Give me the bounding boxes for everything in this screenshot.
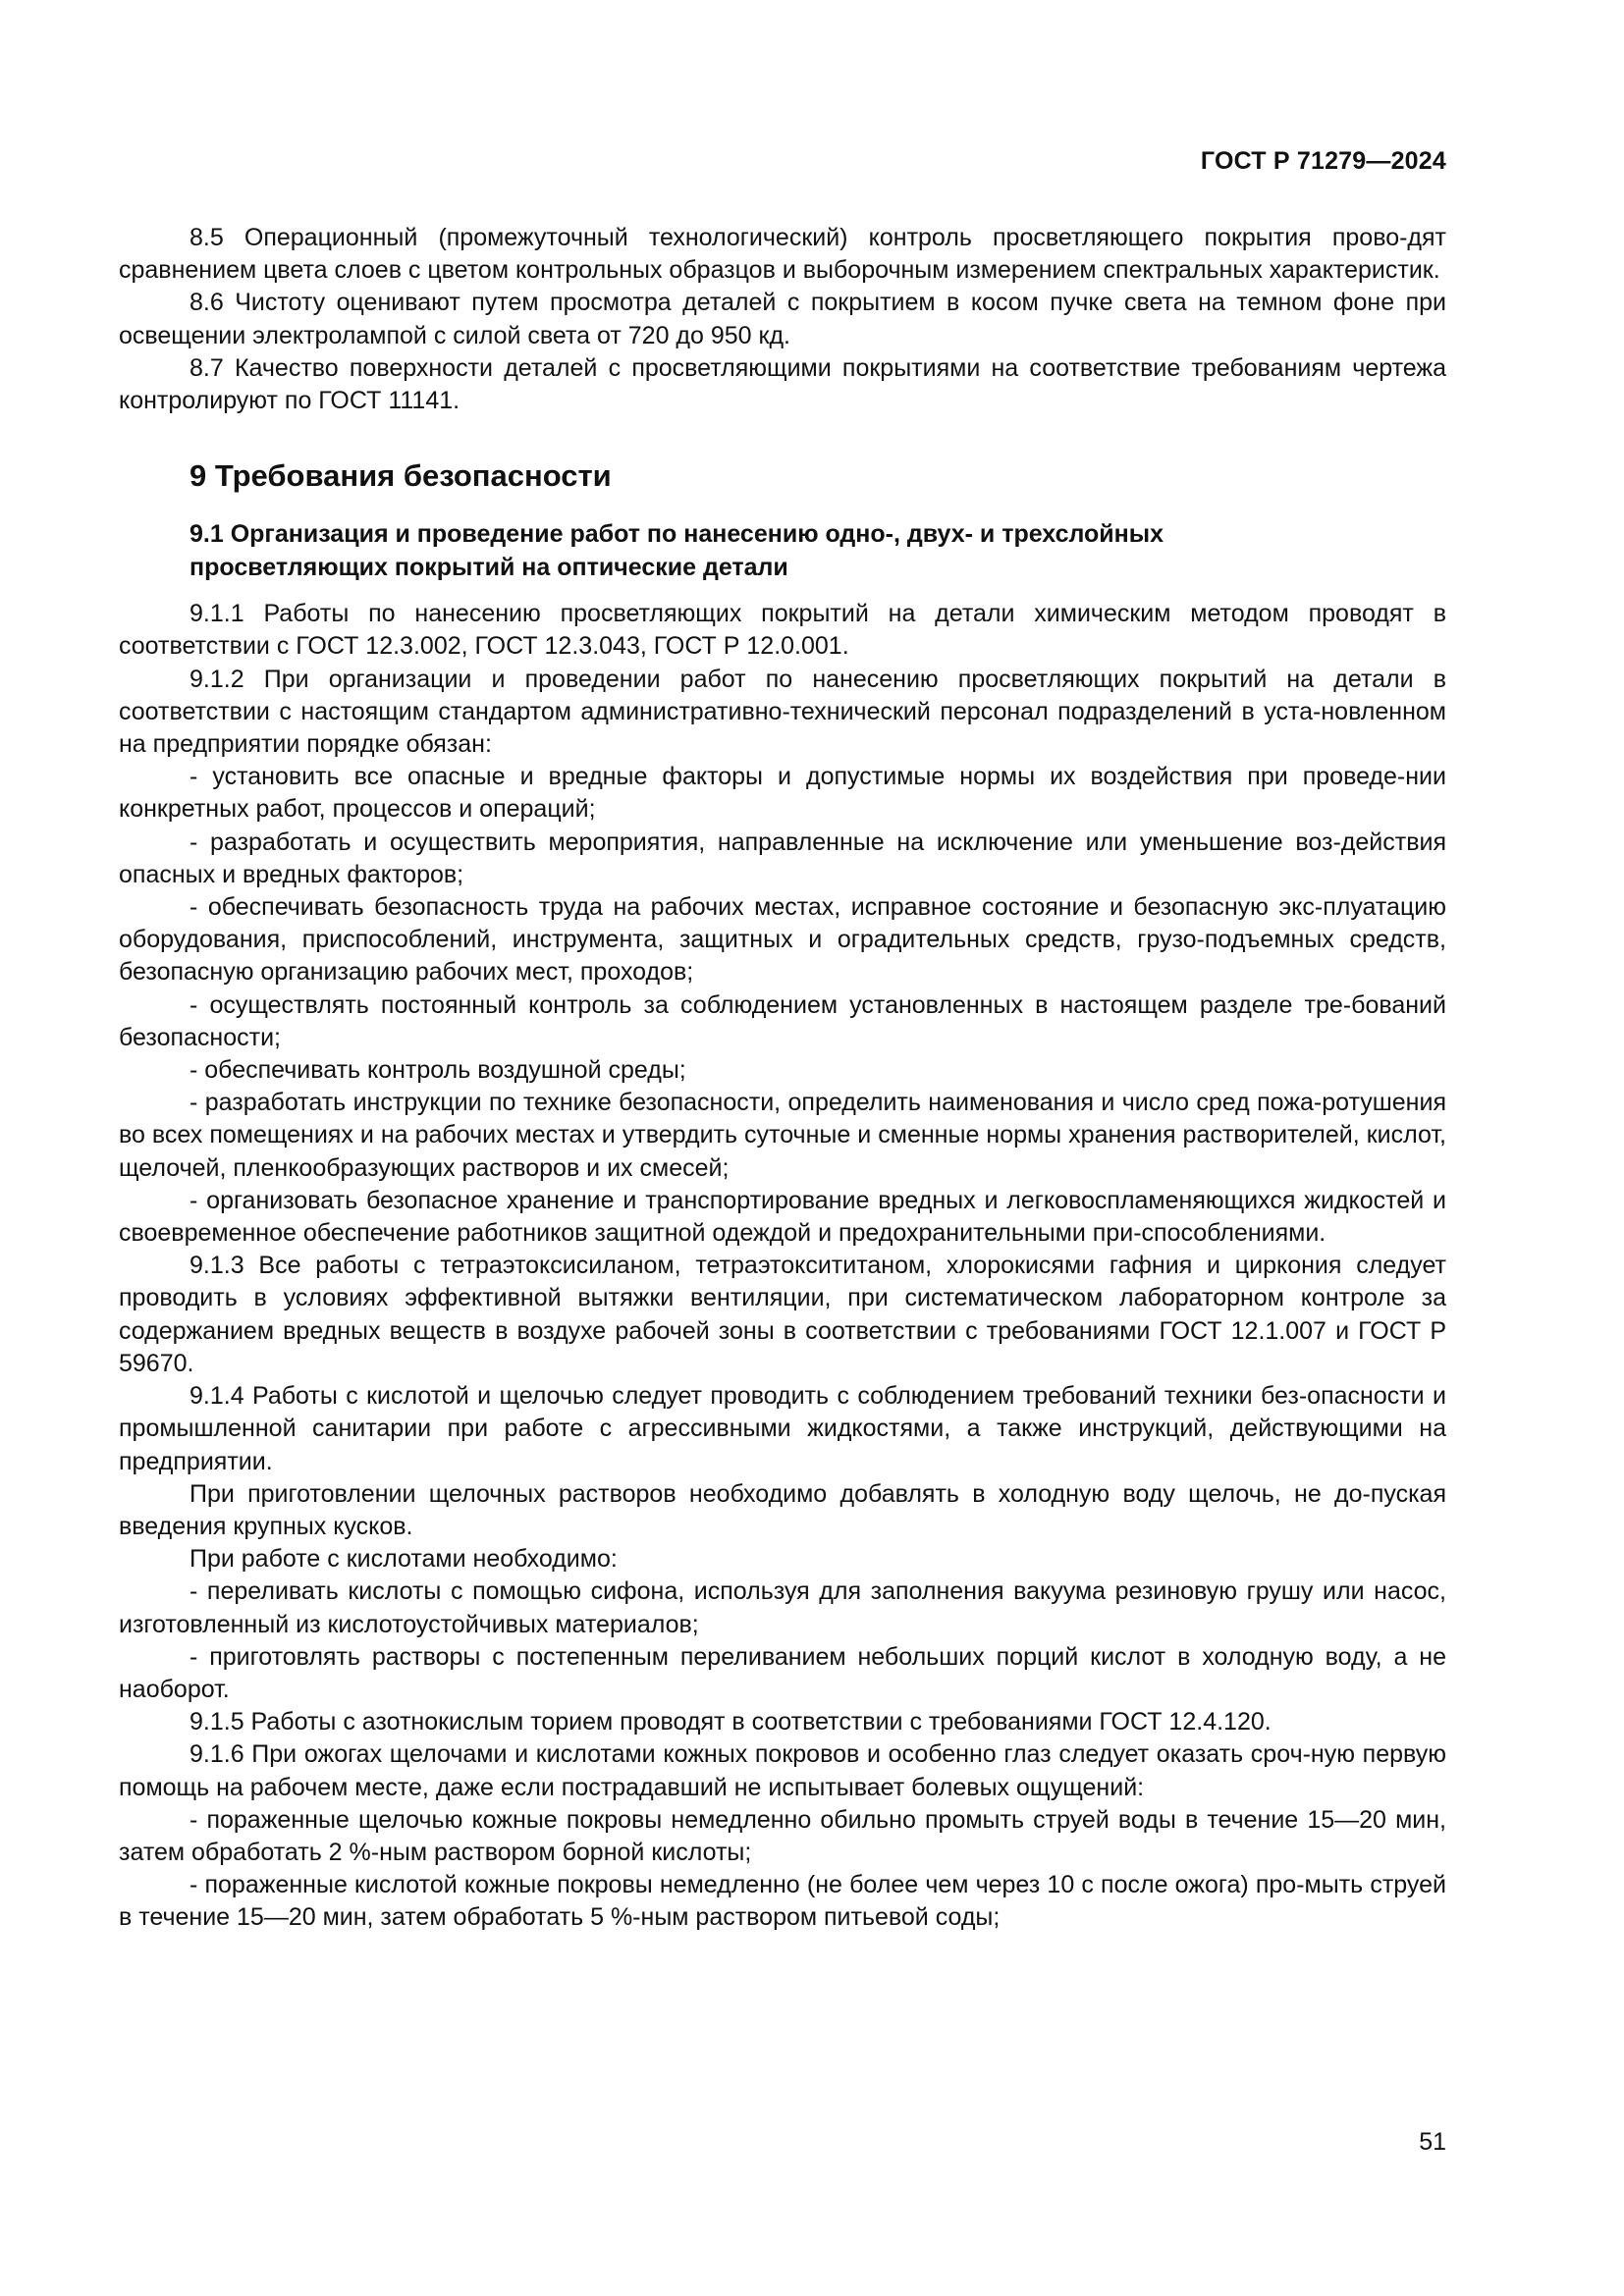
list-item: - установить все опасные и вредные факторы и допустимые нормы их воздействия при проведе-нии конкретных работ, процессов и операций;: [119, 763, 1446, 824]
list-item: - организовать безопасное хранение и транспортирование вредных и легковоспламеняющихся жидкостей и своевременное обеспечение работников защитной одеждой и предохранительными при-способлениями.: [119, 1186, 1446, 1248]
section-title: 9 Требования безопасности: [189, 458, 612, 494]
subsection-title: 9.1 Организация и проведение работ по нанесению одно-, двух- и трехслойных просветляющих покрытий на оптические детали: [189, 520, 1164, 582]
list-item: - приготовлять растворы с постепенным переливанием небольших порций кислот в холодную воду, а не наоборот.: [119, 1642, 1446, 1703]
standard-code-header: ГОСТ Р 71279—2024: [1200, 147, 1446, 175]
paragraph-9-1-5: 9.1.5 Работы с азотнокислым торием проводят в соответствии с требованиями ГОСТ 12.4.120.: [189, 1708, 1272, 1736]
paragraph-9-1-1: 9.1.1 Работы по нанесению просветляющих покрытий на детали химическим методом проводят в соответствии с ГОСТ 12.3.002, ГОСТ 12.3.043, ГОСТ Р 12.0.001.: [119, 600, 1446, 661]
page-number: 51: [1419, 2128, 1446, 2156]
paragraph-9-1-4: 9.1.4 Работы с кислотой и щелочью следует проводить с соблюдением требований техники без-опасности и промышленной санитарии при работе с агрессивными жидкостями, а также инструкций, действующими на предприятии.: [119, 1382, 1446, 1475]
paragraph-9-1-2: 9.1.2 При организации и проведении работ по нанесению просветляющих покрытий на детали в соответствии с настоящим стандартом административно-технический персонал подразделений в уста-новленном на предприятии порядке обязан:: [119, 665, 1446, 759]
paragraph-8-7: 8.7 Качество поверхности деталей с просветляющими покрытиями на соответствие требованиям чертежа контролируют по ГОСТ 11141.: [119, 353, 1446, 415]
list-item: - переливать кислоты с помощью сифона, используя для заполнения вакуума резиновую грушу или насос, изготовленный из кислотоустойчивых материалов;: [119, 1577, 1446, 1638]
list-item: - осуществлять постоянный контроль за соблюдением установленных в настоящем разделе тре-бований безопасности;: [119, 990, 1446, 1051]
list-item: - пораженные кислотой кожные покровы немедленно (не более чем через 10 с после ожога) про-мыть струей в течение 15—20 мин, затем обработать 5 %-ным раствором питьевой соды;: [119, 1871, 1446, 1932]
paragraph-acids-intro: При работе с кислотами необходимо:: [189, 1545, 618, 1574]
list-item: - пораженные щелочью кожные покровы немедленно обильно промыть струей воды в течение 15—20 мин, затем обработать 2 %-ным раствором борной кислоты;: [119, 1805, 1446, 1866]
paragraph-8-5: 8.5 Операционный (промежуточный технологический) контроль просветляющего покрытия прово-дят сравнением цвета слоев с цветом контрольных образцов и выборочным измерением спектральных характеристик.: [119, 224, 1446, 285]
list-item: - обеспечивать контроль воздушной среды;: [189, 1056, 686, 1085]
page-content: [119, 222, 1446, 1935]
paragraph-alkali-solutions: При приготовлении щелочных растворов необходимо добавлять в холодную воду щелочь, не до-пуская введения крупных кусков.: [119, 1479, 1446, 1540]
paragraph-9-1-6: 9.1.6 При ожогах щелочами и кислотами кожных покровов и особенно глаз следует оказать сроч-ную первую помощь на рабочем месте, даже если пострадавший не испытывает болевых ощущений:: [119, 1740, 1446, 1801]
list-item: - обеспечивать безопасность труда на рабочих местах, исправное состояние и безопасную экс-плуатацию оборудования, приспособлений, инструмента, защитных и оградительных средств, грузо-подъемных средств, безопасную организацию рабочих мест, проходов;: [119, 893, 1446, 987]
paragraph-8-6: 8.6 Чистоту оценивают путем просмотра деталей с покрытием в косом пучке света на темном фоне при освещении электролампой с силой света от 720 до 950 кд.: [119, 289, 1446, 349]
paragraph-9-1-3: 9.1.3 Все работы с тетраэтоксисиланом, тетраэтоксититаном, хлорокисями гафния и циркония следует проводить в условиях эффективной вытяжки вентиляции, при систематическом лабораторном контроле за содержанием вредных веществ в воздухе рабочей зоны в соответствии с требованиями ГОСТ 12.1.007 и ГОСТ Р 59670.: [119, 1252, 1446, 1377]
list-item: - разработать и осуществить мероприятия, направленные на исключение или уменьшение воз-действия опасных и вредных факторов;: [119, 828, 1446, 888]
list-item: - разработать инструкции по технике безопасности, определить наименования и число сред пожа-ротушения во всех помещениях и на рабочих местах и утвердить суточные и сменные нормы хранения растворителей, кислот, щелочей, пленкообразующих растворов и их смесей;: [119, 1089, 1446, 1182]
